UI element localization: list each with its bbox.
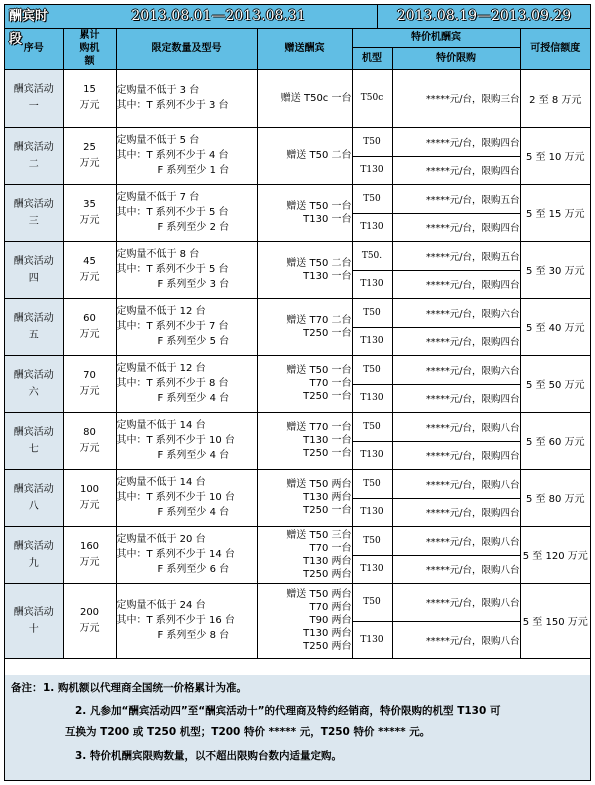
special-price: *****元/台，限购四台 — [392, 498, 520, 526]
table-row — [5, 241, 590, 270]
credit-limit: 5 至 50 万元 — [520, 355, 590, 412]
quantity-requirement: 定购量不低于 7 台 其中：T 系列不少于 5 台 F 系列至少 2 台 — [116, 184, 257, 241]
special-model: T50c — [352, 69, 392, 127]
table-row — [5, 355, 590, 384]
special-price: *****元/台，限购四台 — [392, 327, 520, 355]
special-price: *****元/台，限购六台 — [392, 355, 520, 384]
table-row — [5, 412, 590, 441]
special-model: T130 — [352, 156, 392, 184]
special-price: *****元/台，限购六台 — [392, 298, 520, 327]
header-model: 机型 — [352, 47, 392, 69]
credit-limit: 5 至 120 万元 — [520, 526, 590, 583]
quantity-requirement: 定购量不低于 8 台 其中：T 系列不少于 5 台 F 系列至少 3 台 — [116, 241, 257, 298]
special-price: *****元/台，限购四台 — [392, 127, 520, 156]
purchase-amount: 160 万元 — [63, 526, 116, 583]
quantity-requirement: 定购量不低于 12 台 其中：T 系列不少于 8 台 F 系列至少 4 台 — [116, 355, 257, 412]
activity-name: 酬宾活动 六 — [5, 355, 63, 412]
special-model: T50. — [352, 241, 392, 270]
gift-reward: 赠送 T70 二台 T250 一台 — [257, 298, 352, 355]
special-period: 2013.08.19—2013.09.29 — [396, 8, 572, 24]
table-row — [5, 127, 590, 156]
quantity-requirement: 定购量不低于 3 台 其中：T 系列不少于 3 台 — [116, 69, 257, 127]
header-credit: 可授信额度 — [520, 29, 590, 69]
table-row — [5, 469, 590, 498]
note-1: 备注：1. 购机额以代理商全国统一价格累计为准。 — [11, 682, 247, 694]
header-gift: 赠送酬宾 — [257, 29, 352, 69]
quantity-requirement: 定购量不低于 20 台 其中：T 系列不少于 14 台 F 系列至少 6 台 — [116, 526, 257, 583]
special-price: *****元/台，限购八台 — [392, 621, 520, 658]
header-special: 特价机酬宾 — [352, 29, 520, 47]
purchase-amount: 100 万元 — [63, 469, 116, 526]
special-model: T130 — [352, 270, 392, 298]
credit-limit: 5 至 150 万元 — [520, 583, 590, 658]
quantity-requirement: 定购量不低于 5 台 其中：T 系列不少于 4 台 F 系列至少 1 台 — [116, 127, 257, 184]
gift-reward: 赠送 T50 一台 T70 一台 T250 一台 — [257, 355, 352, 412]
table-row — [5, 69, 590, 127]
special-model: T130 — [352, 498, 392, 526]
purchase-amount: 200 万元 — [63, 583, 116, 658]
gift-period: 2013.08.01—2013.08.31 — [60, 5, 378, 28]
quantity-requirement: 定购量不低于 14 台 其中：T 系列不少于 10 台 F 系列至少 4 台 — [116, 469, 257, 526]
special-price: *****元/台，限购四台 — [392, 441, 520, 469]
table-row — [5, 583, 590, 621]
table-row — [5, 298, 590, 327]
gift-reward: 赠送 T50c 一台 — [257, 69, 352, 127]
special-model: T50 — [352, 355, 392, 384]
credit-limit: 2 至 8 万元 — [520, 69, 590, 127]
table-row — [5, 526, 590, 555]
header-amount: 累计购机额 — [63, 29, 116, 69]
note-2-cont: 互换为 T200 或 T250 机型；T200 特价 ***** 元，T250 特价 ***** 元。 — [65, 726, 431, 738]
gift-reward: 赠送 T50 一台 T130 一台 — [257, 184, 352, 241]
credit-limit: 5 至 60 万元 — [520, 412, 590, 469]
gift-reward: 赠送 T50 两台 T70 两台 T90 两台 T130 两台 T250 两台 — [257, 583, 352, 658]
activity-name: 酬宾活动 五 — [5, 298, 63, 355]
special-price: *****元/台，限购八台 — [392, 526, 520, 555]
special-model: T50 — [352, 298, 392, 327]
activity-name: 酬宾活动 七 — [5, 412, 63, 469]
special-model: T130 — [352, 213, 392, 241]
promotion-table — [5, 29, 590, 659]
special-price: *****元/台，限购四台 — [392, 384, 520, 412]
activity-name: 酬宾活动 四 — [5, 241, 63, 298]
purchase-amount: 70 万元 — [63, 355, 116, 412]
special-price: *****元/台，限购四台 — [392, 213, 520, 241]
purchase-amount: 80 万元 — [63, 412, 116, 469]
special-price: *****元/台，限购八台 — [392, 583, 520, 621]
special-model: T50 — [352, 583, 392, 621]
note-3: 3. 特价机酬宾限购数量，以不超出限购台数内适量定购。 — [75, 750, 342, 762]
special-price: *****元/台，限购四台 — [392, 270, 520, 298]
special-price: *****元/台，限购三台 — [392, 69, 520, 127]
quantity-requirement: 定购量不低于 14 台 其中：T 系列不少于 10 台 F 系列至少 4 台 — [116, 412, 257, 469]
notes-section — [5, 675, 590, 780]
special-model: T50 — [352, 412, 392, 441]
purchase-amount: 35 万元 — [63, 184, 116, 241]
header-limit: 限定数量及型号 — [116, 29, 257, 69]
header-special-price: 特价限购 — [392, 47, 520, 69]
activity-name: 酬宾活动 三 — [5, 184, 63, 241]
special-model: T130 — [352, 441, 392, 469]
special-model: T130 — [352, 555, 392, 583]
special-price: *****元/台，限购四台 — [392, 156, 520, 184]
special-price: *****元/台，限购八台 — [392, 412, 520, 441]
period-label: 酬宾时段 — [9, 9, 49, 47]
price-sheet — [4, 4, 591, 781]
gift-reward: 赠送 T50 二台 — [257, 127, 352, 184]
credit-limit: 5 至 30 万元 — [520, 241, 590, 298]
note-2: 2. 凡参加“酬宾活动四”至“酬宾活动十”的代理商及特约经销商，特价限购的机型 T130 可 — [75, 705, 501, 717]
gift-reward: 赠送 T50 二台 T130 一台 — [257, 241, 352, 298]
special-model: T50 — [352, 127, 392, 156]
credit-limit: 5 至 80 万元 — [520, 469, 590, 526]
special-model: T50 — [352, 184, 392, 213]
special-price: *****元/台，限购五台 — [392, 241, 520, 270]
special-model: T130 — [352, 384, 392, 412]
purchase-amount: 60 万元 — [63, 298, 116, 355]
gift-reward: 赠送 T50 两台 T130 两台 T250 一台 — [257, 469, 352, 526]
purchase-amount: 25 万元 — [63, 127, 116, 184]
activity-name: 酬宾活动 二 — [5, 127, 63, 184]
purchase-amount: 45 万元 — [63, 241, 116, 298]
special-price: *****元/台，限购五台 — [392, 184, 520, 213]
credit-limit: 5 至 40 万元 — [520, 298, 590, 355]
activity-name: 酬宾活动 一 — [5, 69, 63, 127]
credit-limit: 5 至 10 万元 — [520, 127, 590, 184]
special-price: *****元/台，限购八台 — [392, 469, 520, 498]
credit-limit: 5 至 15 万元 — [520, 184, 590, 241]
gift-reward: 赠送 T70 一台 T130 一台 T250 一台 — [257, 412, 352, 469]
table-row — [5, 184, 590, 213]
header-seq: 序号 — [5, 29, 63, 69]
special-model: T130 — [352, 621, 392, 658]
quantity-requirement: 定购量不低于 12 台 其中：T 系列不少于 7 台 F 系列至少 5 台 — [116, 298, 257, 355]
activity-name: 酬宾活动 十 — [5, 583, 63, 658]
special-model: T50 — [352, 526, 392, 555]
special-model: T130 — [352, 327, 392, 355]
purchase-amount: 15 万元 — [63, 69, 116, 127]
quantity-requirement: 定购量不低于 24 台 其中：T 系列不少于 16 台 F 系列至少 8 台 — [116, 583, 257, 658]
activity-name: 酬宾活动 九 — [5, 526, 63, 583]
activity-name: 酬宾活动 八 — [5, 469, 63, 526]
special-price: *****元/台，限购八台 — [392, 555, 520, 583]
gift-reward: 赠送 T50 三台 T70 一台 T130 两台 T250 两台 — [257, 526, 352, 583]
special-model: T50 — [352, 469, 392, 498]
